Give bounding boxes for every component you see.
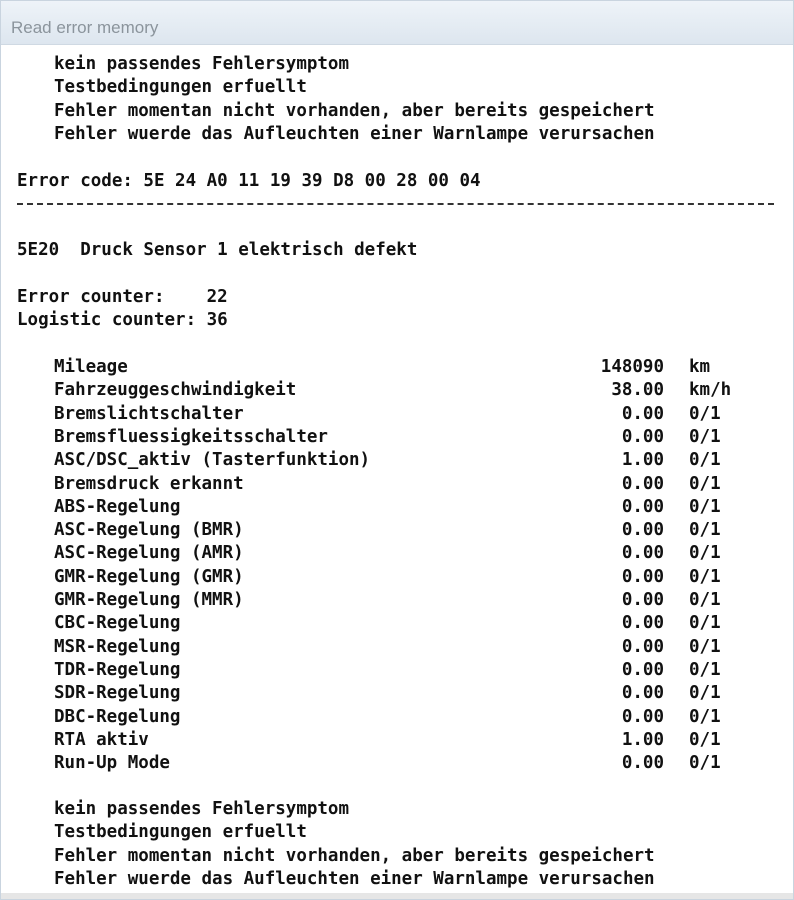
row-unit: 0/1 <box>689 659 721 680</box>
table-row <box>54 752 774 775</box>
row-value: 0.00 <box>621 543 664 564</box>
error-counter: Error counter: 22 <box>17 287 228 307</box>
table-row <box>54 542 774 565</box>
row-label: Run-Up Mode <box>54 753 170 774</box>
window-title: Read error memory <box>11 18 159 37</box>
top-status-line-1: kein passendes Fehlersymptom <box>54 54 350 74</box>
row-unit: 0/1 <box>689 729 721 750</box>
row-label: ABS-Regelung <box>54 496 181 517</box>
fault-description: 5E20 Druck Sensor 1 elektrisch defekt <box>17 240 418 260</box>
table-row <box>54 403 774 426</box>
row-unit: 0/1 <box>689 403 721 424</box>
row-unit: 0/1 <box>689 496 721 517</box>
row-unit: 0/1 <box>689 613 721 634</box>
separator-dashed-line <box>17 203 774 205</box>
table-row <box>54 729 774 752</box>
bottom-status-line-1: kein passendes Fehlersymptom <box>54 799 350 819</box>
report-text-area[interactable] <box>1 45 794 900</box>
top-status-line-4: Fehler wuerde das Aufleuchten einer Warnlampe verursachen <box>54 124 655 144</box>
row-value: 0.00 <box>621 613 664 634</box>
row-value: 0.00 <box>621 590 664 610</box>
table-row <box>54 519 774 542</box>
row-unit: 0/1 <box>689 543 721 564</box>
bottom-status-line-4: Fehler wuerde das Aufleuchten einer Warnlampe verursachen <box>54 869 655 889</box>
row-unit: km/h <box>689 380 732 401</box>
row-label: GMR-Regelung (MMR) <box>54 590 244 610</box>
row-unit: 0/1 <box>689 753 721 774</box>
table-row <box>54 473 774 496</box>
table-row <box>54 589 774 612</box>
top-status-line-2: Testbedingungen erfuellt <box>54 77 307 97</box>
error-code-line: Error code: 5E 24 A0 11 19 39 D8 00 28 00 04 <box>17 171 481 191</box>
row-value: 38.00 <box>611 380 664 401</box>
row-label: ASC-Regelung (BMR) <box>54 520 244 541</box>
row-value: 0.00 <box>621 636 664 657</box>
row-label: CBC-Regelung <box>54 613 181 634</box>
row-label: ASC/DSC_aktiv (Tasterfunktion) <box>54 450 371 471</box>
row-value: 0.00 <box>621 403 664 424</box>
row-value: 148090 <box>600 357 664 377</box>
table-row <box>54 449 774 472</box>
horizontal-scrollbar[interactable] <box>1 893 794 899</box>
bottom-status-line-3: Fehler momentan nicht vorhanden, aber bereits gespeichert <box>54 846 655 866</box>
row-value: 0.00 <box>621 683 664 704</box>
row-label: SDR-Regelung <box>54 683 181 704</box>
row-unit: 0/1 <box>689 520 721 541</box>
row-value: 0.00 <box>621 753 664 774</box>
row-value: 0.00 <box>621 496 664 517</box>
row-value: 0.00 <box>621 426 664 447</box>
row-value: 0.00 <box>621 706 664 727</box>
row-unit: 0/1 <box>689 683 721 704</box>
row-value: 1.00 <box>621 450 664 471</box>
table-row <box>54 496 774 519</box>
row-unit: 0/1 <box>689 473 721 494</box>
row-unit: 0/1 <box>689 426 721 447</box>
row-unit: km <box>689 357 711 377</box>
row-value: 0.00 <box>621 520 664 541</box>
row-label: TDR-Regelung <box>54 659 181 680</box>
row-value: 0.00 <box>621 659 664 680</box>
table-row <box>54 706 774 729</box>
table-row <box>54 426 774 449</box>
row-value: 1.00 <box>621 729 664 750</box>
row-label: DBC-Regelung <box>54 706 181 727</box>
row-unit: 0/1 <box>689 450 721 471</box>
row-value: 0.00 <box>621 473 664 494</box>
table-row <box>54 612 774 635</box>
row-label: MSR-Regelung <box>54 636 181 657</box>
title-bar[interactable] <box>1 1 794 45</box>
table-row <box>54 682 774 705</box>
table-row <box>54 356 774 379</box>
row-unit: 0/1 <box>689 706 721 727</box>
logistic-counter: Logistic counter: 36 <box>17 310 228 330</box>
table-row <box>54 566 774 589</box>
row-label: Mileage <box>54 357 128 377</box>
table-row <box>54 379 774 402</box>
row-unit: 0/1 <box>689 590 721 610</box>
row-unit: 0/1 <box>689 636 721 657</box>
table-row <box>54 636 774 659</box>
row-label: RTA aktiv <box>54 729 149 750</box>
row-label: Bremsdruck erkannt <box>54 473 244 494</box>
bottom-status-line-2: Testbedingungen erfuellt <box>54 822 307 842</box>
row-unit: 0/1 <box>689 566 721 587</box>
top-status-line-3: Fehler momentan nicht vorhanden, aber bereits gespeichert <box>54 101 655 121</box>
row-label: Bremslichtschalter <box>54 403 244 424</box>
row-label: ASC-Regelung (AMR) <box>54 543 244 564</box>
row-label: Bremsfluessigkeitsschalter <box>54 426 328 447</box>
row-value: 0.00 <box>621 566 664 587</box>
row-label: GMR-Regelung (GMR) <box>54 566 244 587</box>
table-row <box>54 659 774 682</box>
row-label: Fahrzeuggeschwindigkeit <box>54 380 297 401</box>
